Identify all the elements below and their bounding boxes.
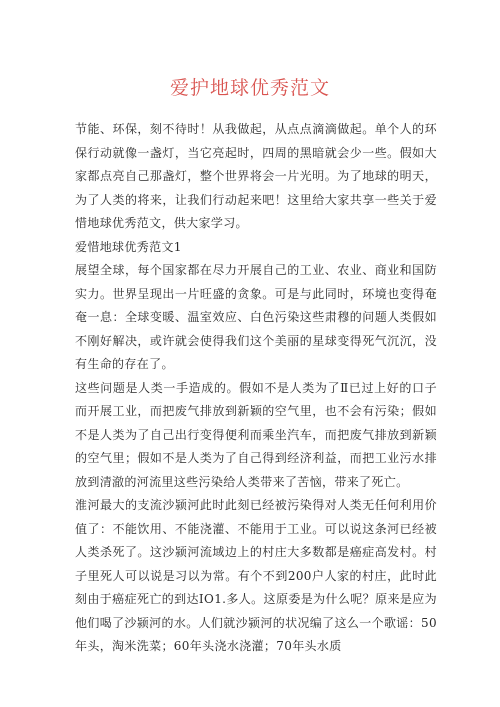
section-heading: 爱惜地球优秀范文1 [75, 239, 182, 254]
paragraph: 展望全球，每个国家都在尽力开展自己的工业、农业、商业和国防实力。世界呈现出一片旺盛的贪象。可是与此同时，环境也变得奄奄一息：全球变暖、温室效应、白色污染这些肃穆的问题人类假如不刚好解决，或许就会使得我们这个美丽的星球变得死气沉沉，没有生命的存在了。 [75, 263, 437, 371]
paragraph: 淮河最大的支流沙颍河此时此刻已经被污染得对人类无任何利用价值了：不能饮用、不能浇灌、不能用于工业。可以说这条河已经被人类杀死了。这沙颍河流域边上的村庄大多数都是癌症高发村。村子里死人可以说是习以为常。有个不到200户人家的村庄，此时此刻由于癌症死亡的到达IO1.多人。这原委是为什么呢？原来是应为他们喝了沙颍河的水。人们就沙颍河的状况编了这么一个歌谣：50年头，淘米洗菜；60年头浇水浇灌；70年头水质 [75, 498, 437, 653]
paragraph: 这些问题是人类一手造成的。假如不是人类为了Ⅱ已过上好的口子而开展工业，而把废气排放到新颖的空气里，也不会有污染；假如不是人类为了自己出行变得便利而乘坐汽车，而把废气排放到新颖的空气里；假如不是人类为了自己得到经济利益，而把工业污水排放到清澈的河流里这些污染给人类带来了苦恼，带来了死亡。 [75, 380, 437, 489]
paragraph-intro: 节能、环保，刻不待时！从我做起，从点点滴滴做起。单个人的环保行动就像一盏灯，当它亮起时，四周的黑暗就会少一些。假如大家都点亮自己那盏灯，整个世界将会一片光明。为了地球的明天，为了人类的将来，让我们行动起来吧！这里给大家共享一些关于爱惜地球优秀范文，供大家学习。 [75, 122, 437, 230]
document-body [75, 118, 437, 659]
document-title: 爱护地球优秀范文 [169, 77, 330, 99]
